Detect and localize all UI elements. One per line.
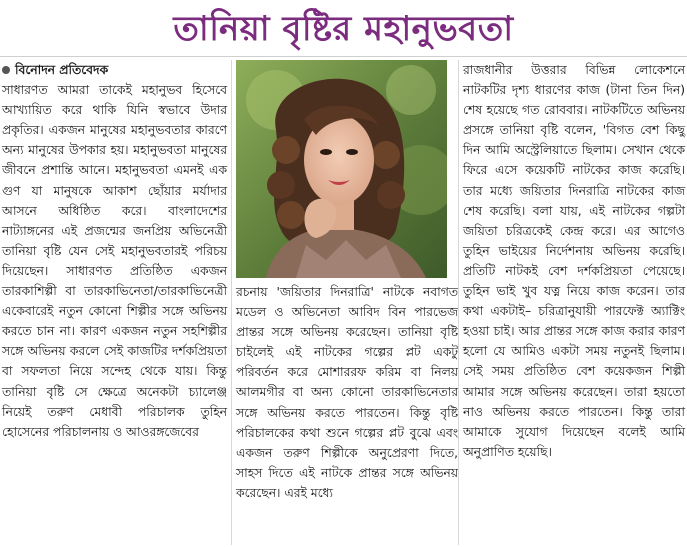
column-divider-left (231, 60, 232, 545)
article-column-1 (2, 60, 227, 442)
article-column-2 (236, 282, 458, 503)
byline-text: বিনোদন প্রতিবেদক (15, 63, 109, 77)
article-headline: তানিয়া বৃষ্টির মহানুভবতা (173, 9, 514, 49)
article-column-3 (463, 60, 685, 462)
column-2-text: রচনায় 'জয়িতার দিনরাত্রি' নাটকে নবাগত মডেল ও অভিনেতা আবিদ বিন পারভেজ প্রান্তর সঙ্গে অভিনয় করেছেন। তানিয়া বৃষ্টি চাইলেই এই নাটকের গল্পের প্লট একটু পরিবর্তন করে মোশাররফ করিম বা নিলয় আলমগীর বা অন্য কোনো তারকাভিনেতার সঙ্গে অভিনয় করতে পারতেন। কিন্তু বৃষ্টি পরিচালকের কথা শুনে গল্পের প্লট বুঝে এবং একজন তরুণ শিল্পীকে অনুপ্রেরণা দিতে, সাহস দিতে এই নাটকে প্রান্তর সঙ্গে অভিনয় করেছেন। এরই মধ্যে (236, 285, 458, 500)
column-divider-right (458, 60, 459, 545)
column-1-text: সাধারণত আমরা তাকেই মহানুভব হিসেবে আখ্যায়িত করে থাকি যিনি স্বভাবে উদার প্রকৃতির। একজন মানুষের মহানুভবতার কারণে অন্য মানুষের উপকার হয়। মহানুভবতা মানুষের জীবনে প্রশান্তি আনে। মহানুভবতা এমনই এক গুণ যা মানুষকে আকাশ ছোঁয়ার মর্যাদার আসনে অধিষ্ঠিত করে। বাংলাদেশের নাট্যাঙ্গনের এই প্রজন্মের জনপ্রিয় অভিনেত্রী তানিয়া বৃষ্টি যেন সেই মহানুভবতারই পরিচয় দিয়েছেন। সাধারণত প্রতিষ্ঠিত একজন তারকাশিল্পী বা তারকাভিনেতা/তারকাভিনেত্রী একেবারেই নতুন কোনো শিল্পীর সঙ্গে অভিনয় করতে চান না। কারণ একজন নতুন সহশিল্পীর সঙ্গে অভিনয় করলে সেই কাজটির দর্শকপ্রিয়তা বা সফলতা নিয়ে সন্দেহ থেকে যায়। কিন্তু তানিয়া বৃষ্টি সে ক্ষেত্রে অনেকটা চ্যালেঞ্জ নিয়েই তরুণ মেধাবী পরিচালক তুহিন হোসেনের পরিচালনায় ও আওরঙ্গজেবের (2, 83, 227, 439)
portrait-illustration (236, 60, 447, 278)
column-3-text: রাজধানীর উত্তরার বিভিন্ন লোকেশনে নাটকটির দৃশ্য ধারণের কাজ (টানা তিন দিন) শেষ হয়েছে গত রোববার। নাটকটিতে অভিনয় প্রসঙ্গে তানিয়া বৃষ্টি বলেন, 'বিগত বেশ কিছু দিন আমি অস্ট্রেলিয়াতে ছিলাম। সেখান থেকে ফিরে এসে কয়েকটি নাটকের কাজ করেছি। তার মধ্যে জয়িতার দিনরাত্রি নাটকের কাজ শেষ করেছি। বলা যায়, এই নাটকের গল্পটা জয়িতা চরিত্রকেই কেন্দ্র করে। এর আগেও তুহিন ভাইয়ের নির্দেশনায় অভিনয় করেছি। প্রতিটি নাটকই বেশ দর্শকপ্রিয়তা পেয়েছে। তুহিন ভাই খুব যত্ন নিয়ে কাজ করেন। তার কথা একটাই– চরিত্রানুযায়ী পারফেক্ট অ্যাক্টিং হওয়া চাই। আর প্রান্তর সঙ্গে কাজ করার কারণ হলো যে আমিও একটা সময় নতুনই ছিলাম। সেই সময় প্রতিষ্ঠিত বেশ কয়েকজন শিল্পী আমার সঙ্গে অভিনয় করেছেন। তারা হয়তো নাও অভিনয় করতে পারতেন। কিন্তু তারা আমাকে সুযোগ দিয়েছেন বলেই আমি অনুপ্রাণিত হয়েছি। (463, 63, 685, 459)
headline-rule (0, 56, 687, 57)
actress-photo (236, 60, 447, 278)
byline (2, 60, 227, 80)
bullet-icon (2, 66, 10, 74)
